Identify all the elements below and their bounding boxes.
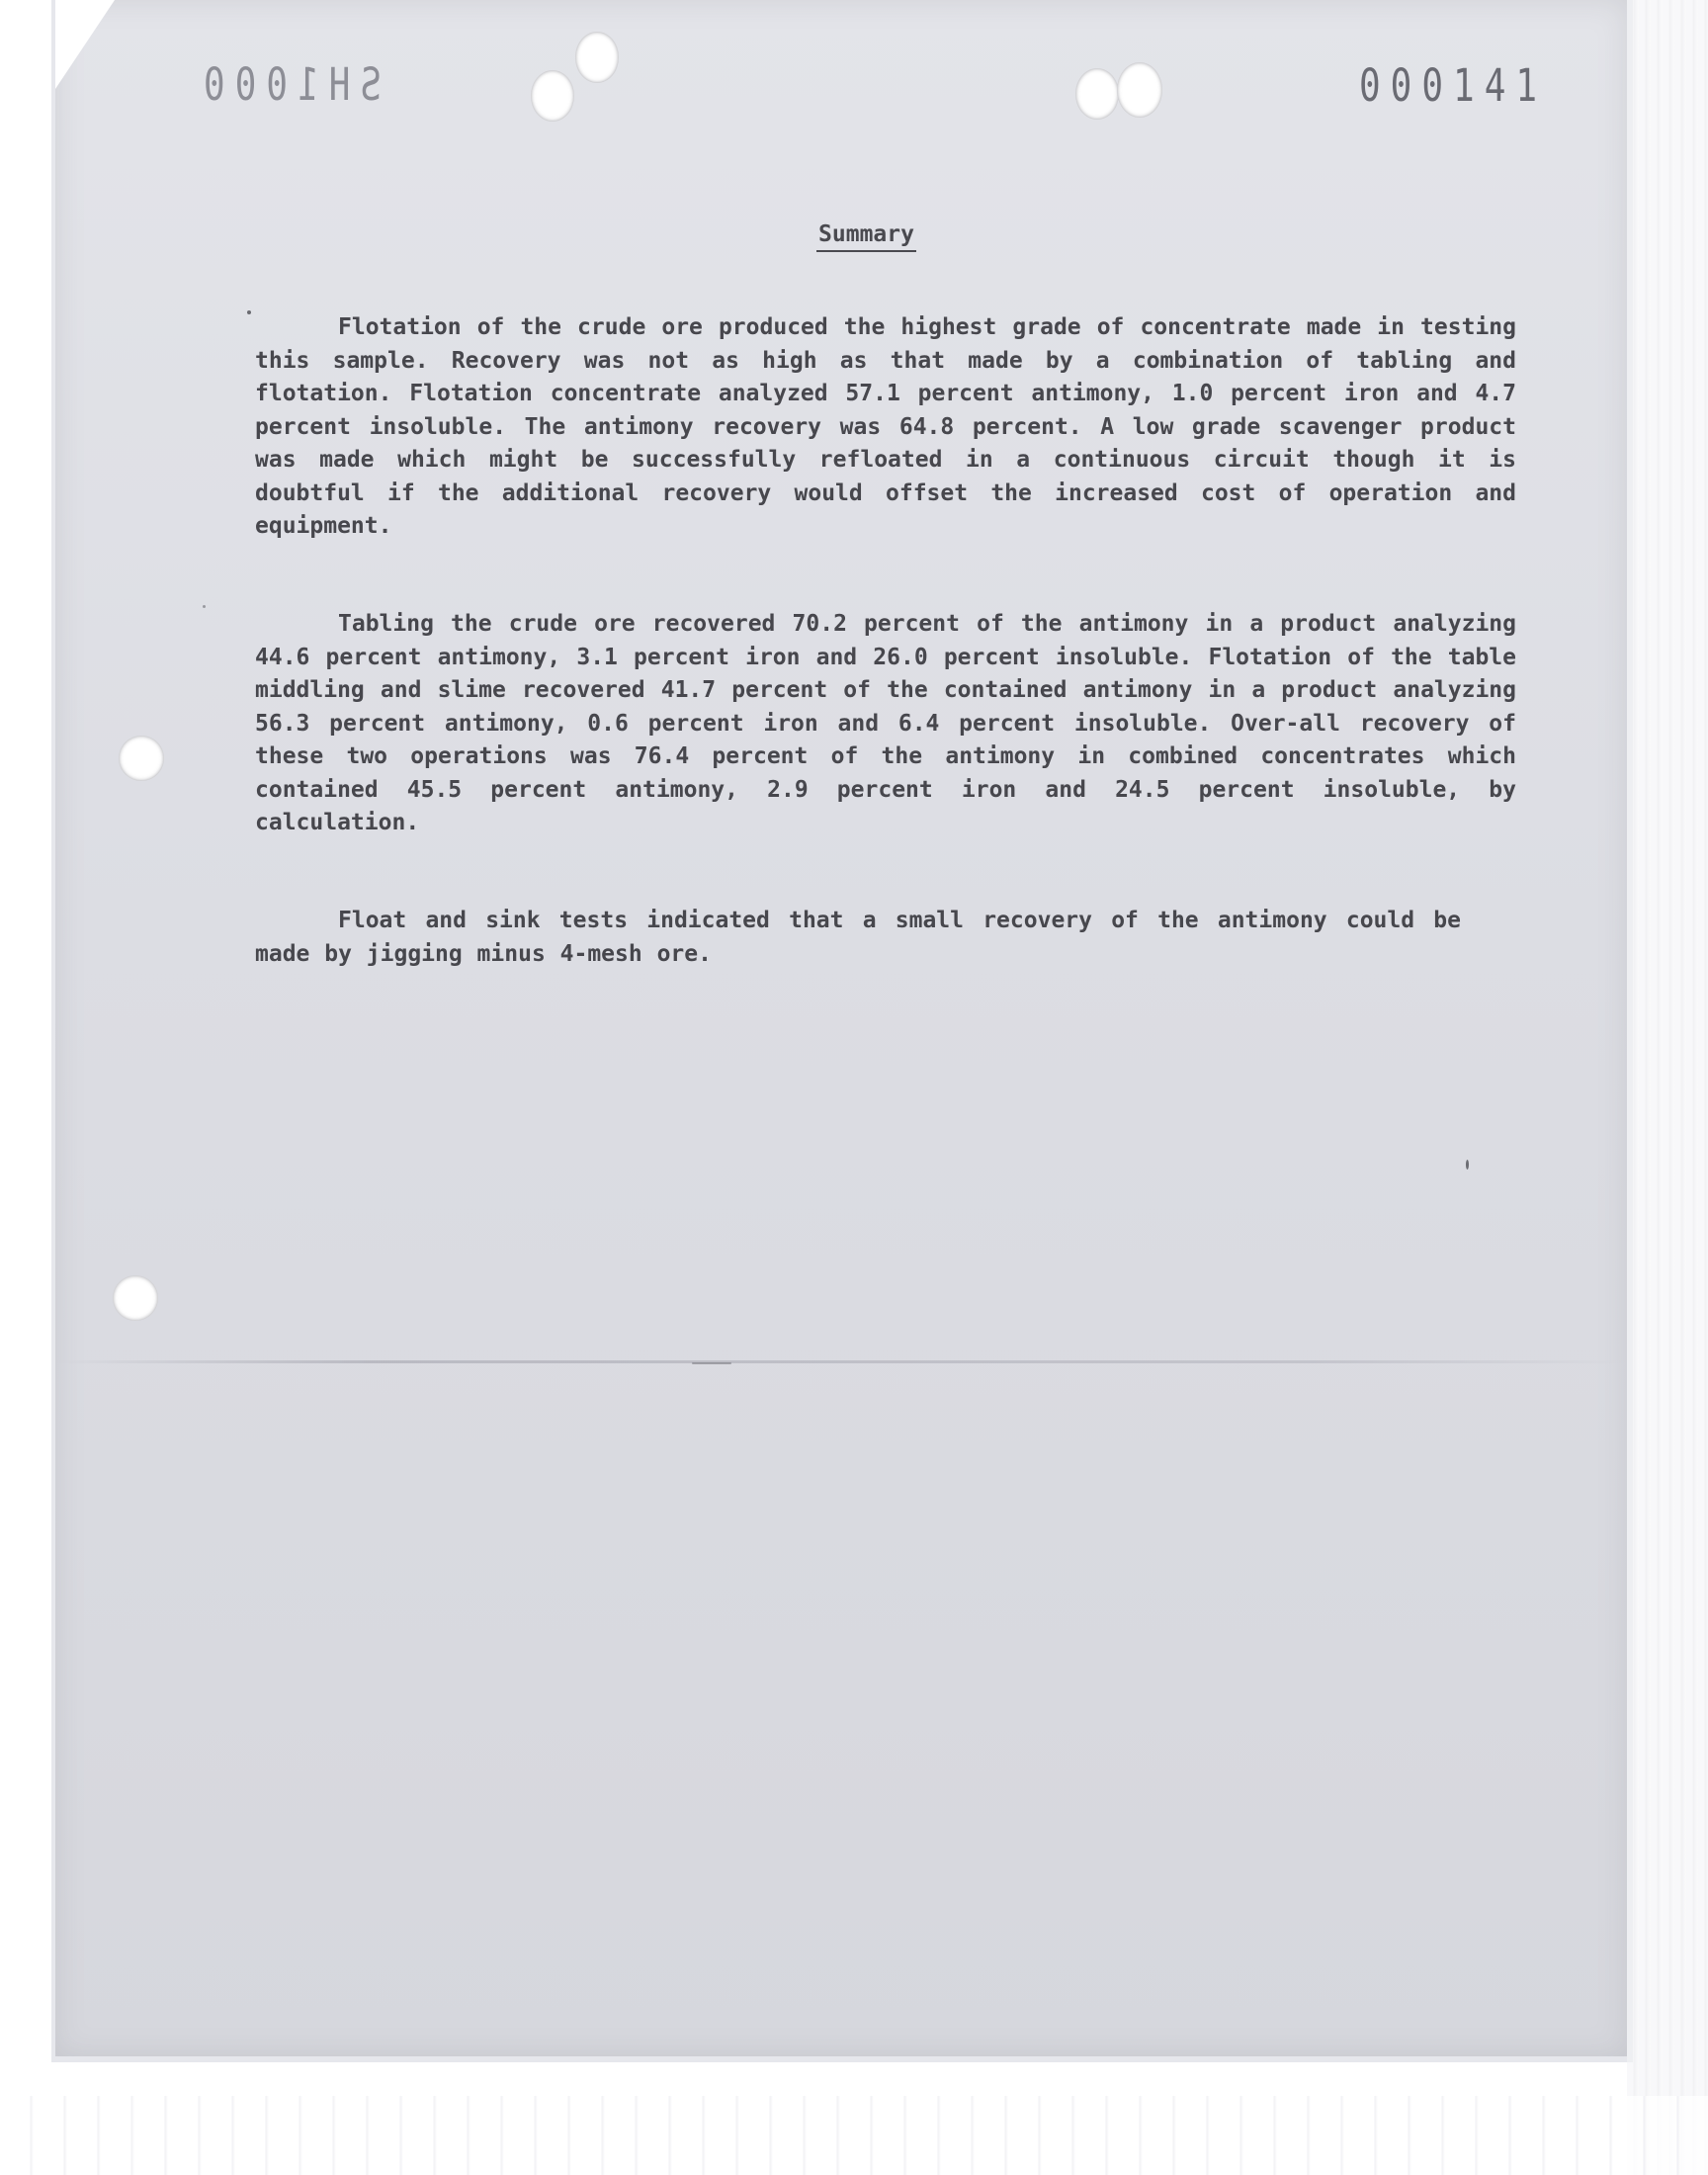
punch-hole [119, 736, 164, 781]
page-number-stamp: 000141 [1359, 61, 1548, 113]
torn-corner [55, 0, 115, 89]
paragraph-flotation: Flotation of the crude ore produced the highest grade of concentrate made in testing this sample. Recovery was not as high as that made by a combination of tabling and flotation. Flotation concentrate analyzed 57.1 percent antimony, 1.0 percent iron and 4.7 percent insoluble. The antimony recovery was 64.8 percent. A low grade scavenger product was made which might be successfully refloated in a continuous circuit though it is doubtful if the additional recovery would offset the increased cost of operation and equipment. [255, 314, 1516, 539]
fold-crease [55, 1360, 1627, 1363]
punch-hole [1075, 68, 1119, 120]
punch-hole [113, 1275, 158, 1321]
speck [692, 1362, 731, 1364]
speck [247, 310, 251, 314]
speck [1466, 1160, 1469, 1170]
punch-hole [575, 32, 619, 83]
speck [203, 605, 206, 608]
punch-hole [531, 70, 574, 122]
paragraph-tabling: Tabling the crude ore recovered 70.2 percent of the antimony in a product analyzing 44.6 percent antimony, 3.1 percent iron and 26.0 percent insoluble. Flotation of the table middling and slime recovered 41.7 percent of the contained antimony in a product analyzing 56.3 percent antimony, 0.6 percent iron and 6.4 percent insoluble. Over-all recovery of these two operations was 76.4 percent of the antimony in combined concentrates which contained 45.5 percent antimony, 2.9 percent iron and 24.5 percent insoluble, by calculation. [255, 611, 1516, 835]
paper-sheet [55, 0, 1627, 2056]
summary-heading [0, 221, 1708, 252]
bleed-through-stamp: SH1000 [194, 59, 383, 112]
scanner-edge-strip [1627, 0, 1708, 2175]
punch-hole [1117, 62, 1162, 118]
paragraph-float-sink: Float and sink tests indicated that a small recovery of the antimony could be made by jigging minus 4-mesh ore. [255, 908, 1461, 967]
heading-text: Summary [816, 221, 916, 252]
scanner-bottom-strip [0, 2096, 1708, 2175]
